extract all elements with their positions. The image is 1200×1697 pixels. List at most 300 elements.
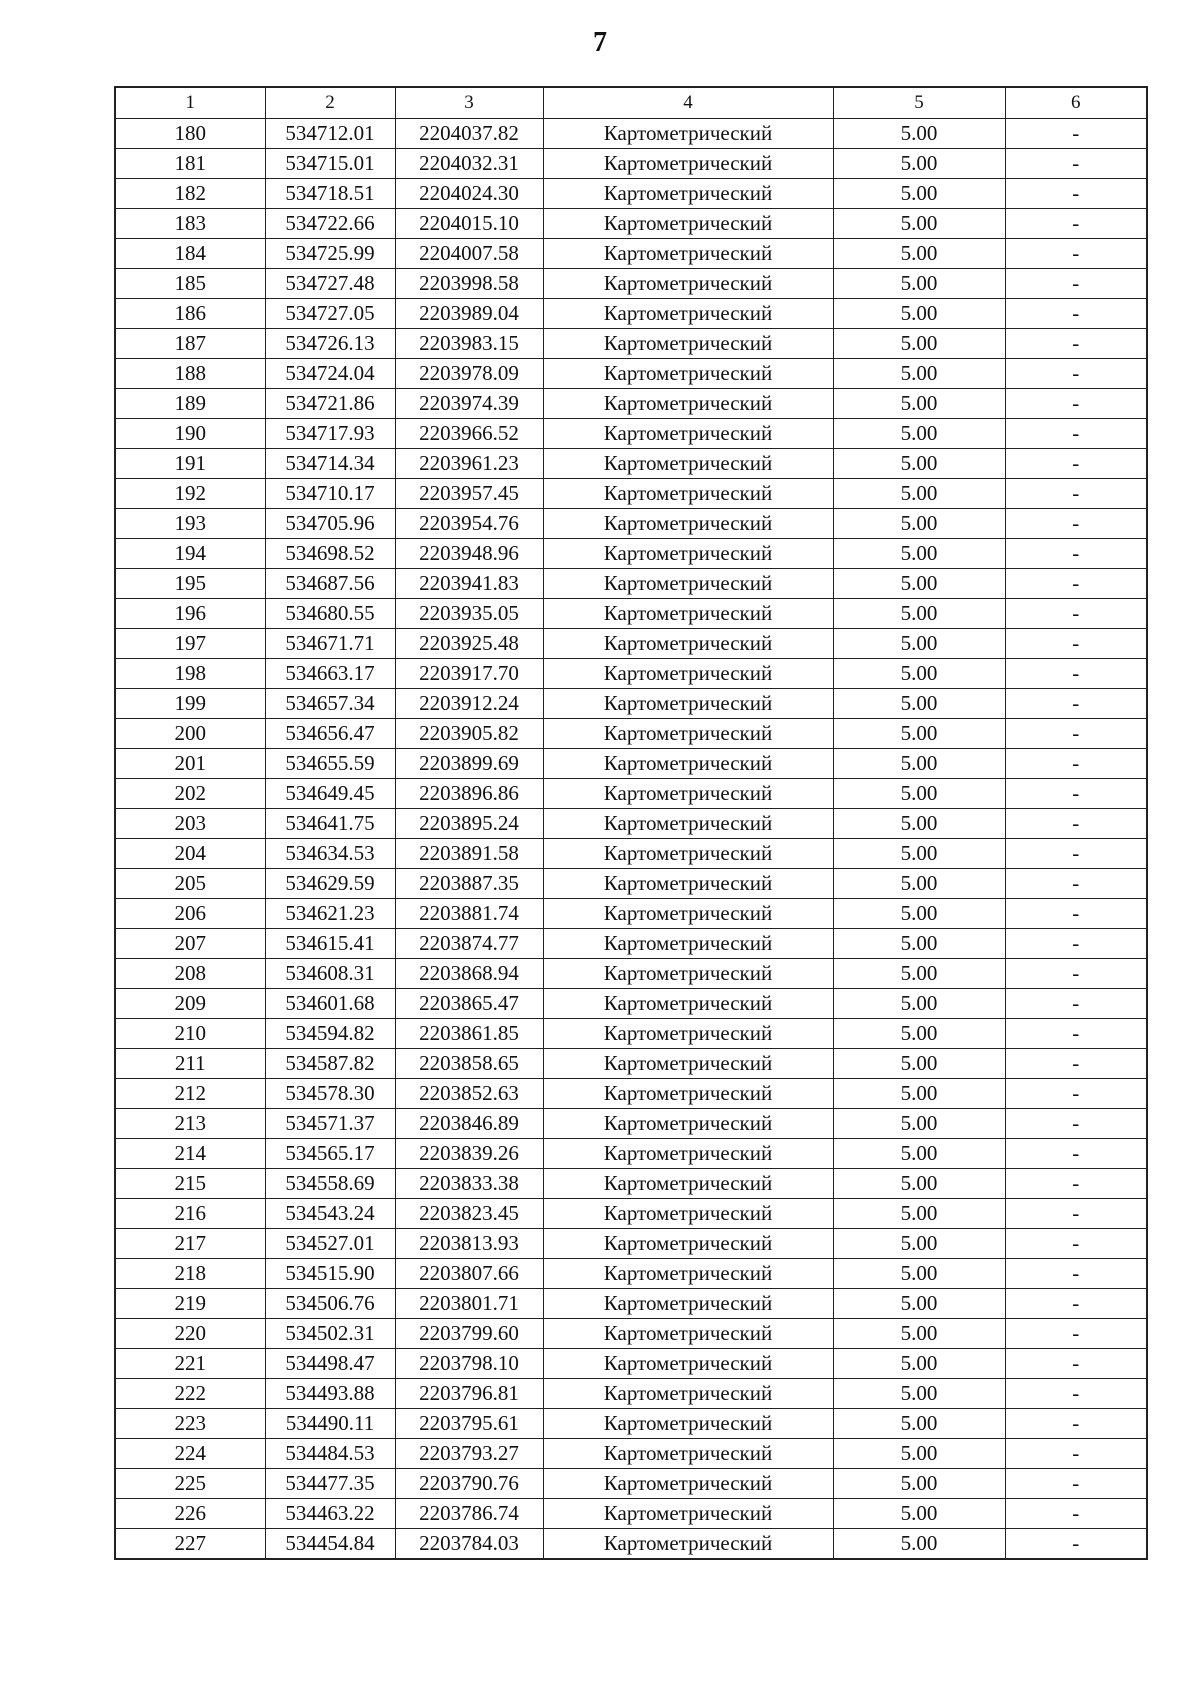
description-cell: - [1005, 1199, 1147, 1229]
method-cell: Картометрический [543, 1379, 833, 1409]
point-number-cell: 226 [115, 1499, 265, 1529]
x-coordinate-cell: 534587.82 [265, 1049, 395, 1079]
description-cell: - [1005, 1499, 1147, 1529]
description-cell: - [1005, 989, 1147, 1019]
accuracy-cell: 5.00 [833, 989, 1005, 1019]
description-cell: - [1005, 1439, 1147, 1469]
accuracy-cell: 5.00 [833, 1169, 1005, 1199]
x-coordinate-cell: 534578.30 [265, 1079, 395, 1109]
method-cell: Картометрический [543, 869, 833, 899]
y-coordinate-cell: 2203998.58 [395, 269, 543, 299]
point-number-cell: 192 [115, 479, 265, 509]
table-header-row [115, 87, 1147, 119]
description-cell: - [1005, 779, 1147, 809]
x-coordinate-cell: 534663.17 [265, 659, 395, 689]
point-number-cell: 183 [115, 209, 265, 239]
method-cell: Картометрический [543, 299, 833, 329]
accuracy-cell: 5.00 [833, 1469, 1005, 1499]
table-row [115, 419, 1147, 449]
point-number-cell: 227 [115, 1529, 265, 1560]
x-coordinate-cell: 534565.17 [265, 1139, 395, 1169]
table-row [115, 539, 1147, 569]
table-row [115, 149, 1147, 179]
method-cell: Картометрический [543, 689, 833, 719]
description-cell: - [1005, 149, 1147, 179]
table-row [115, 869, 1147, 899]
point-number-cell: 206 [115, 899, 265, 929]
table-row [115, 599, 1147, 629]
description-cell: - [1005, 389, 1147, 419]
x-coordinate-cell: 534687.56 [265, 569, 395, 599]
x-coordinate-cell: 534710.17 [265, 479, 395, 509]
x-coordinate-cell: 534571.37 [265, 1109, 395, 1139]
x-coordinate-cell: 534634.53 [265, 839, 395, 869]
accuracy-cell: 5.00 [833, 1529, 1005, 1560]
table-row [115, 1199, 1147, 1229]
accuracy-cell: 5.00 [833, 359, 1005, 389]
y-coordinate-cell: 2203917.70 [395, 659, 543, 689]
point-number-cell: 184 [115, 239, 265, 269]
table-row [115, 899, 1147, 929]
accuracy-cell: 5.00 [833, 179, 1005, 209]
accuracy-cell: 5.00 [833, 1289, 1005, 1319]
y-coordinate-cell: 2204032.31 [395, 149, 543, 179]
description-cell: - [1005, 869, 1147, 899]
y-coordinate-cell: 2203807.66 [395, 1259, 543, 1289]
accuracy-cell: 5.00 [833, 389, 1005, 419]
table-row [115, 119, 1147, 149]
y-coordinate-cell: 2203905.82 [395, 719, 543, 749]
accuracy-cell: 5.00 [833, 479, 1005, 509]
y-coordinate-cell: 2203823.45 [395, 1199, 543, 1229]
point-number-cell: 187 [115, 329, 265, 359]
accuracy-cell: 5.00 [833, 1439, 1005, 1469]
y-coordinate-cell: 2203858.65 [395, 1049, 543, 1079]
x-coordinate-cell: 534498.47 [265, 1349, 395, 1379]
y-coordinate-cell: 2203887.35 [395, 869, 543, 899]
y-coordinate-cell: 2204015.10 [395, 209, 543, 239]
point-number-cell: 197 [115, 629, 265, 659]
description-cell: - [1005, 239, 1147, 269]
accuracy-cell: 5.00 [833, 599, 1005, 629]
point-number-cell: 217 [115, 1229, 265, 1259]
method-cell: Картометрический [543, 1439, 833, 1469]
accuracy-cell: 5.00 [833, 1019, 1005, 1049]
y-coordinate-cell: 2203784.03 [395, 1529, 543, 1560]
y-coordinate-cell: 2203881.74 [395, 899, 543, 929]
point-number-cell: 207 [115, 929, 265, 959]
method-cell: Картометрический [543, 389, 833, 419]
x-coordinate-cell: 534649.45 [265, 779, 395, 809]
x-coordinate-cell: 534558.69 [265, 1169, 395, 1199]
accuracy-cell: 5.00 [833, 689, 1005, 719]
y-coordinate-cell: 2203795.61 [395, 1409, 543, 1439]
y-coordinate-cell: 2203941.83 [395, 569, 543, 599]
accuracy-cell: 5.00 [833, 1259, 1005, 1289]
method-cell: Картометрический [543, 779, 833, 809]
x-coordinate-cell: 534463.22 [265, 1499, 395, 1529]
method-cell: Картометрический [543, 1229, 833, 1259]
description-cell: - [1005, 1289, 1147, 1319]
y-coordinate-cell: 2203786.74 [395, 1499, 543, 1529]
x-coordinate-cell: 534515.90 [265, 1259, 395, 1289]
table-row [115, 779, 1147, 809]
column-header: 2 [265, 87, 395, 119]
description-cell: - [1005, 899, 1147, 929]
method-cell: Картометрический [543, 359, 833, 389]
x-coordinate-cell: 534656.47 [265, 719, 395, 749]
y-coordinate-cell: 2204037.82 [395, 119, 543, 149]
table-row [115, 479, 1147, 509]
method-cell: Картометрический [543, 1079, 833, 1109]
x-coordinate-cell: 534615.41 [265, 929, 395, 959]
x-coordinate-cell: 534543.24 [265, 1199, 395, 1229]
description-cell: - [1005, 719, 1147, 749]
point-number-cell: 191 [115, 449, 265, 479]
method-cell: Картометрический [543, 719, 833, 749]
point-number-cell: 224 [115, 1439, 265, 1469]
accuracy-cell: 5.00 [833, 539, 1005, 569]
y-coordinate-cell: 2203796.81 [395, 1379, 543, 1409]
accuracy-cell: 5.00 [833, 299, 1005, 329]
y-coordinate-cell: 2203925.48 [395, 629, 543, 659]
y-coordinate-cell: 2203798.10 [395, 1349, 543, 1379]
x-coordinate-cell: 534698.52 [265, 539, 395, 569]
accuracy-cell: 5.00 [833, 719, 1005, 749]
table-row [115, 1439, 1147, 1469]
point-number-cell: 210 [115, 1019, 265, 1049]
table-row [115, 929, 1147, 959]
description-cell: - [1005, 929, 1147, 959]
method-cell: Картометрический [543, 839, 833, 869]
y-coordinate-cell: 2203957.45 [395, 479, 543, 509]
method-cell: Картометрический [543, 1139, 833, 1169]
y-coordinate-cell: 2203813.93 [395, 1229, 543, 1259]
accuracy-cell: 5.00 [833, 569, 1005, 599]
method-cell: Картометрический [543, 1349, 833, 1379]
y-coordinate-cell: 2203839.26 [395, 1139, 543, 1169]
description-cell: - [1005, 1229, 1147, 1259]
accuracy-cell: 5.00 [833, 1319, 1005, 1349]
x-coordinate-cell: 534594.82 [265, 1019, 395, 1049]
y-coordinate-cell: 2203899.69 [395, 749, 543, 779]
x-coordinate-cell: 534477.35 [265, 1469, 395, 1499]
x-coordinate-cell: 534608.31 [265, 959, 395, 989]
description-cell: - [1005, 449, 1147, 479]
x-coordinate-cell: 534724.04 [265, 359, 395, 389]
table-row [115, 1139, 1147, 1169]
table-row [115, 1019, 1147, 1049]
y-coordinate-cell: 2203895.24 [395, 809, 543, 839]
description-cell: - [1005, 179, 1147, 209]
method-cell: Картометрический [543, 239, 833, 269]
column-header: 1 [115, 87, 265, 119]
method-cell: Картометрический [543, 269, 833, 299]
description-cell: - [1005, 1319, 1147, 1349]
table-row [115, 179, 1147, 209]
accuracy-cell: 5.00 [833, 269, 1005, 299]
table-row [115, 269, 1147, 299]
table-row [115, 569, 1147, 599]
description-cell: - [1005, 1019, 1147, 1049]
description-cell: - [1005, 839, 1147, 869]
description-cell: - [1005, 509, 1147, 539]
point-number-cell: 221 [115, 1349, 265, 1379]
method-cell: Картометрический [543, 1409, 833, 1439]
method-cell: Картометрический [543, 659, 833, 689]
page-number: 7 [593, 27, 607, 58]
point-number-cell: 182 [115, 179, 265, 209]
table-row [115, 389, 1147, 419]
x-coordinate-cell: 534727.48 [265, 269, 395, 299]
accuracy-cell: 5.00 [833, 1079, 1005, 1109]
accuracy-cell: 5.00 [833, 1139, 1005, 1169]
x-coordinate-cell: 534601.68 [265, 989, 395, 1019]
description-cell: - [1005, 359, 1147, 389]
table-row [115, 1499, 1147, 1529]
y-coordinate-cell: 2203868.94 [395, 959, 543, 989]
x-coordinate-cell: 534715.01 [265, 149, 395, 179]
column-header: 6 [1005, 87, 1147, 119]
accuracy-cell: 5.00 [833, 119, 1005, 149]
table-row [115, 719, 1147, 749]
accuracy-cell: 5.00 [833, 1409, 1005, 1439]
accuracy-cell: 5.00 [833, 869, 1005, 899]
method-cell: Картометрический [543, 1049, 833, 1079]
accuracy-cell: 5.00 [833, 1109, 1005, 1139]
accuracy-cell: 5.00 [833, 929, 1005, 959]
description-cell: - [1005, 689, 1147, 719]
description-cell: - [1005, 1529, 1147, 1560]
point-number-cell: 194 [115, 539, 265, 569]
x-coordinate-cell: 534493.88 [265, 1379, 395, 1409]
table-row [115, 1259, 1147, 1289]
y-coordinate-cell: 2203865.47 [395, 989, 543, 1019]
point-number-cell: 185 [115, 269, 265, 299]
method-cell: Картометрический [543, 509, 833, 539]
table-row [115, 509, 1147, 539]
description-cell: - [1005, 569, 1147, 599]
accuracy-cell: 5.00 [833, 239, 1005, 269]
accuracy-cell: 5.00 [833, 449, 1005, 479]
accuracy-cell: 5.00 [833, 329, 1005, 359]
accuracy-cell: 5.00 [833, 149, 1005, 179]
accuracy-cell: 5.00 [833, 1379, 1005, 1409]
point-number-cell: 203 [115, 809, 265, 839]
description-cell: - [1005, 1469, 1147, 1499]
x-coordinate-cell: 534705.96 [265, 509, 395, 539]
method-cell: Картометрический [543, 929, 833, 959]
x-coordinate-cell: 534726.13 [265, 329, 395, 359]
y-coordinate-cell: 2204024.30 [395, 179, 543, 209]
point-number-cell: 211 [115, 1049, 265, 1079]
column-header: 4 [543, 87, 833, 119]
table-row [115, 1049, 1147, 1079]
accuracy-cell: 5.00 [833, 749, 1005, 779]
method-cell: Картометрический [543, 179, 833, 209]
table-row [115, 1469, 1147, 1499]
point-number-cell: 225 [115, 1469, 265, 1499]
y-coordinate-cell: 2204007.58 [395, 239, 543, 269]
method-cell: Картометрический [543, 899, 833, 929]
accuracy-cell: 5.00 [833, 779, 1005, 809]
method-cell: Картометрический [543, 209, 833, 239]
y-coordinate-cell: 2203846.89 [395, 1109, 543, 1139]
description-cell: - [1005, 1139, 1147, 1169]
point-number-cell: 209 [115, 989, 265, 1019]
description-cell: - [1005, 629, 1147, 659]
accuracy-cell: 5.00 [833, 659, 1005, 689]
method-cell: Картометрический [543, 1259, 833, 1289]
y-coordinate-cell: 2203790.76 [395, 1469, 543, 1499]
x-coordinate-cell: 534506.76 [265, 1289, 395, 1319]
y-coordinate-cell: 2203966.52 [395, 419, 543, 449]
accuracy-cell: 5.00 [833, 1349, 1005, 1379]
x-coordinate-cell: 534629.59 [265, 869, 395, 899]
y-coordinate-cell: 2203983.15 [395, 329, 543, 359]
table-row [115, 329, 1147, 359]
point-number-cell: 202 [115, 779, 265, 809]
point-number-cell: 205 [115, 869, 265, 899]
point-number-cell: 212 [115, 1079, 265, 1109]
method-cell: Картометрический [543, 1199, 833, 1229]
description-cell: - [1005, 209, 1147, 239]
description-cell: - [1005, 1169, 1147, 1199]
y-coordinate-cell: 2203799.60 [395, 1319, 543, 1349]
table-row [115, 1529, 1147, 1560]
method-cell: Картометрический [543, 749, 833, 779]
description-cell: - [1005, 299, 1147, 329]
method-cell: Картометрический [543, 1169, 833, 1199]
point-number-cell: 193 [115, 509, 265, 539]
y-coordinate-cell: 2203874.77 [395, 929, 543, 959]
point-number-cell: 198 [115, 659, 265, 689]
y-coordinate-cell: 2203974.39 [395, 389, 543, 419]
method-cell: Картометрический [543, 1529, 833, 1560]
accuracy-cell: 5.00 [833, 959, 1005, 989]
x-coordinate-cell: 534727.05 [265, 299, 395, 329]
method-cell: Картометрический [543, 419, 833, 449]
x-coordinate-cell: 534490.11 [265, 1409, 395, 1439]
table-row [115, 659, 1147, 689]
description-cell: - [1005, 539, 1147, 569]
table-row [115, 629, 1147, 659]
column-header: 3 [395, 87, 543, 119]
point-number-cell: 186 [115, 299, 265, 329]
y-coordinate-cell: 2203801.71 [395, 1289, 543, 1319]
x-coordinate-cell: 534671.71 [265, 629, 395, 659]
point-number-cell: 199 [115, 689, 265, 719]
y-coordinate-cell: 2203948.96 [395, 539, 543, 569]
table-body [115, 119, 1147, 1560]
method-cell: Картометрический [543, 149, 833, 179]
method-cell: Картометрический [543, 599, 833, 629]
y-coordinate-cell: 2203861.85 [395, 1019, 543, 1049]
description-cell: - [1005, 1379, 1147, 1409]
description-cell: - [1005, 1409, 1147, 1439]
table-row [115, 959, 1147, 989]
method-cell: Картометрический [543, 449, 833, 479]
y-coordinate-cell: 2203954.76 [395, 509, 543, 539]
method-cell: Картометрический [543, 329, 833, 359]
description-cell: - [1005, 1049, 1147, 1079]
method-cell: Картометрический [543, 1469, 833, 1499]
point-number-cell: 181 [115, 149, 265, 179]
x-coordinate-cell: 534454.84 [265, 1529, 395, 1560]
table-row [115, 449, 1147, 479]
description-cell: - [1005, 1349, 1147, 1379]
point-number-cell: 219 [115, 1289, 265, 1319]
table-row [115, 809, 1147, 839]
point-number-cell: 200 [115, 719, 265, 749]
description-cell: - [1005, 959, 1147, 989]
description-cell: - [1005, 119, 1147, 149]
point-number-cell: 190 [115, 419, 265, 449]
accuracy-cell: 5.00 [833, 1199, 1005, 1229]
x-coordinate-cell: 534655.59 [265, 749, 395, 779]
table-row [115, 1109, 1147, 1139]
point-number-cell: 215 [115, 1169, 265, 1199]
accuracy-cell: 5.00 [833, 839, 1005, 869]
method-cell: Картометрический [543, 1289, 833, 1319]
column-header: 5 [833, 87, 1005, 119]
table-row [115, 1229, 1147, 1259]
method-cell: Картометрический [543, 629, 833, 659]
method-cell: Картометрический [543, 1319, 833, 1349]
point-number-cell: 195 [115, 569, 265, 599]
table-row [115, 209, 1147, 239]
table-row [115, 839, 1147, 869]
description-cell: - [1005, 659, 1147, 689]
point-number-cell: 220 [115, 1319, 265, 1349]
method-cell: Картометрический [543, 1109, 833, 1139]
point-number-cell: 216 [115, 1199, 265, 1229]
coordinates-table [114, 86, 1148, 1560]
table-row [115, 989, 1147, 1019]
description-cell: - [1005, 1109, 1147, 1139]
y-coordinate-cell: 2203989.04 [395, 299, 543, 329]
accuracy-cell: 5.00 [833, 509, 1005, 539]
y-coordinate-cell: 2203935.05 [395, 599, 543, 629]
point-number-cell: 180 [115, 119, 265, 149]
x-coordinate-cell: 534680.55 [265, 599, 395, 629]
point-number-cell: 222 [115, 1379, 265, 1409]
method-cell: Картометрический [543, 989, 833, 1019]
description-cell: - [1005, 809, 1147, 839]
method-cell: Картометрический [543, 539, 833, 569]
table-row [115, 1169, 1147, 1199]
y-coordinate-cell: 2203961.23 [395, 449, 543, 479]
table-row [115, 689, 1147, 719]
accuracy-cell: 5.00 [833, 419, 1005, 449]
point-number-cell: 204 [115, 839, 265, 869]
x-coordinate-cell: 534721.86 [265, 389, 395, 419]
point-number-cell: 189 [115, 389, 265, 419]
description-cell: - [1005, 599, 1147, 629]
description-cell: - [1005, 749, 1147, 779]
description-cell: - [1005, 269, 1147, 299]
point-number-cell: 208 [115, 959, 265, 989]
point-number-cell: 214 [115, 1139, 265, 1169]
x-coordinate-cell: 534718.51 [265, 179, 395, 209]
table-row [115, 299, 1147, 329]
point-number-cell: 213 [115, 1109, 265, 1139]
y-coordinate-cell: 2203833.38 [395, 1169, 543, 1199]
point-number-cell: 188 [115, 359, 265, 389]
x-coordinate-cell: 534621.23 [265, 899, 395, 929]
x-coordinate-cell: 534641.75 [265, 809, 395, 839]
description-cell: - [1005, 479, 1147, 509]
